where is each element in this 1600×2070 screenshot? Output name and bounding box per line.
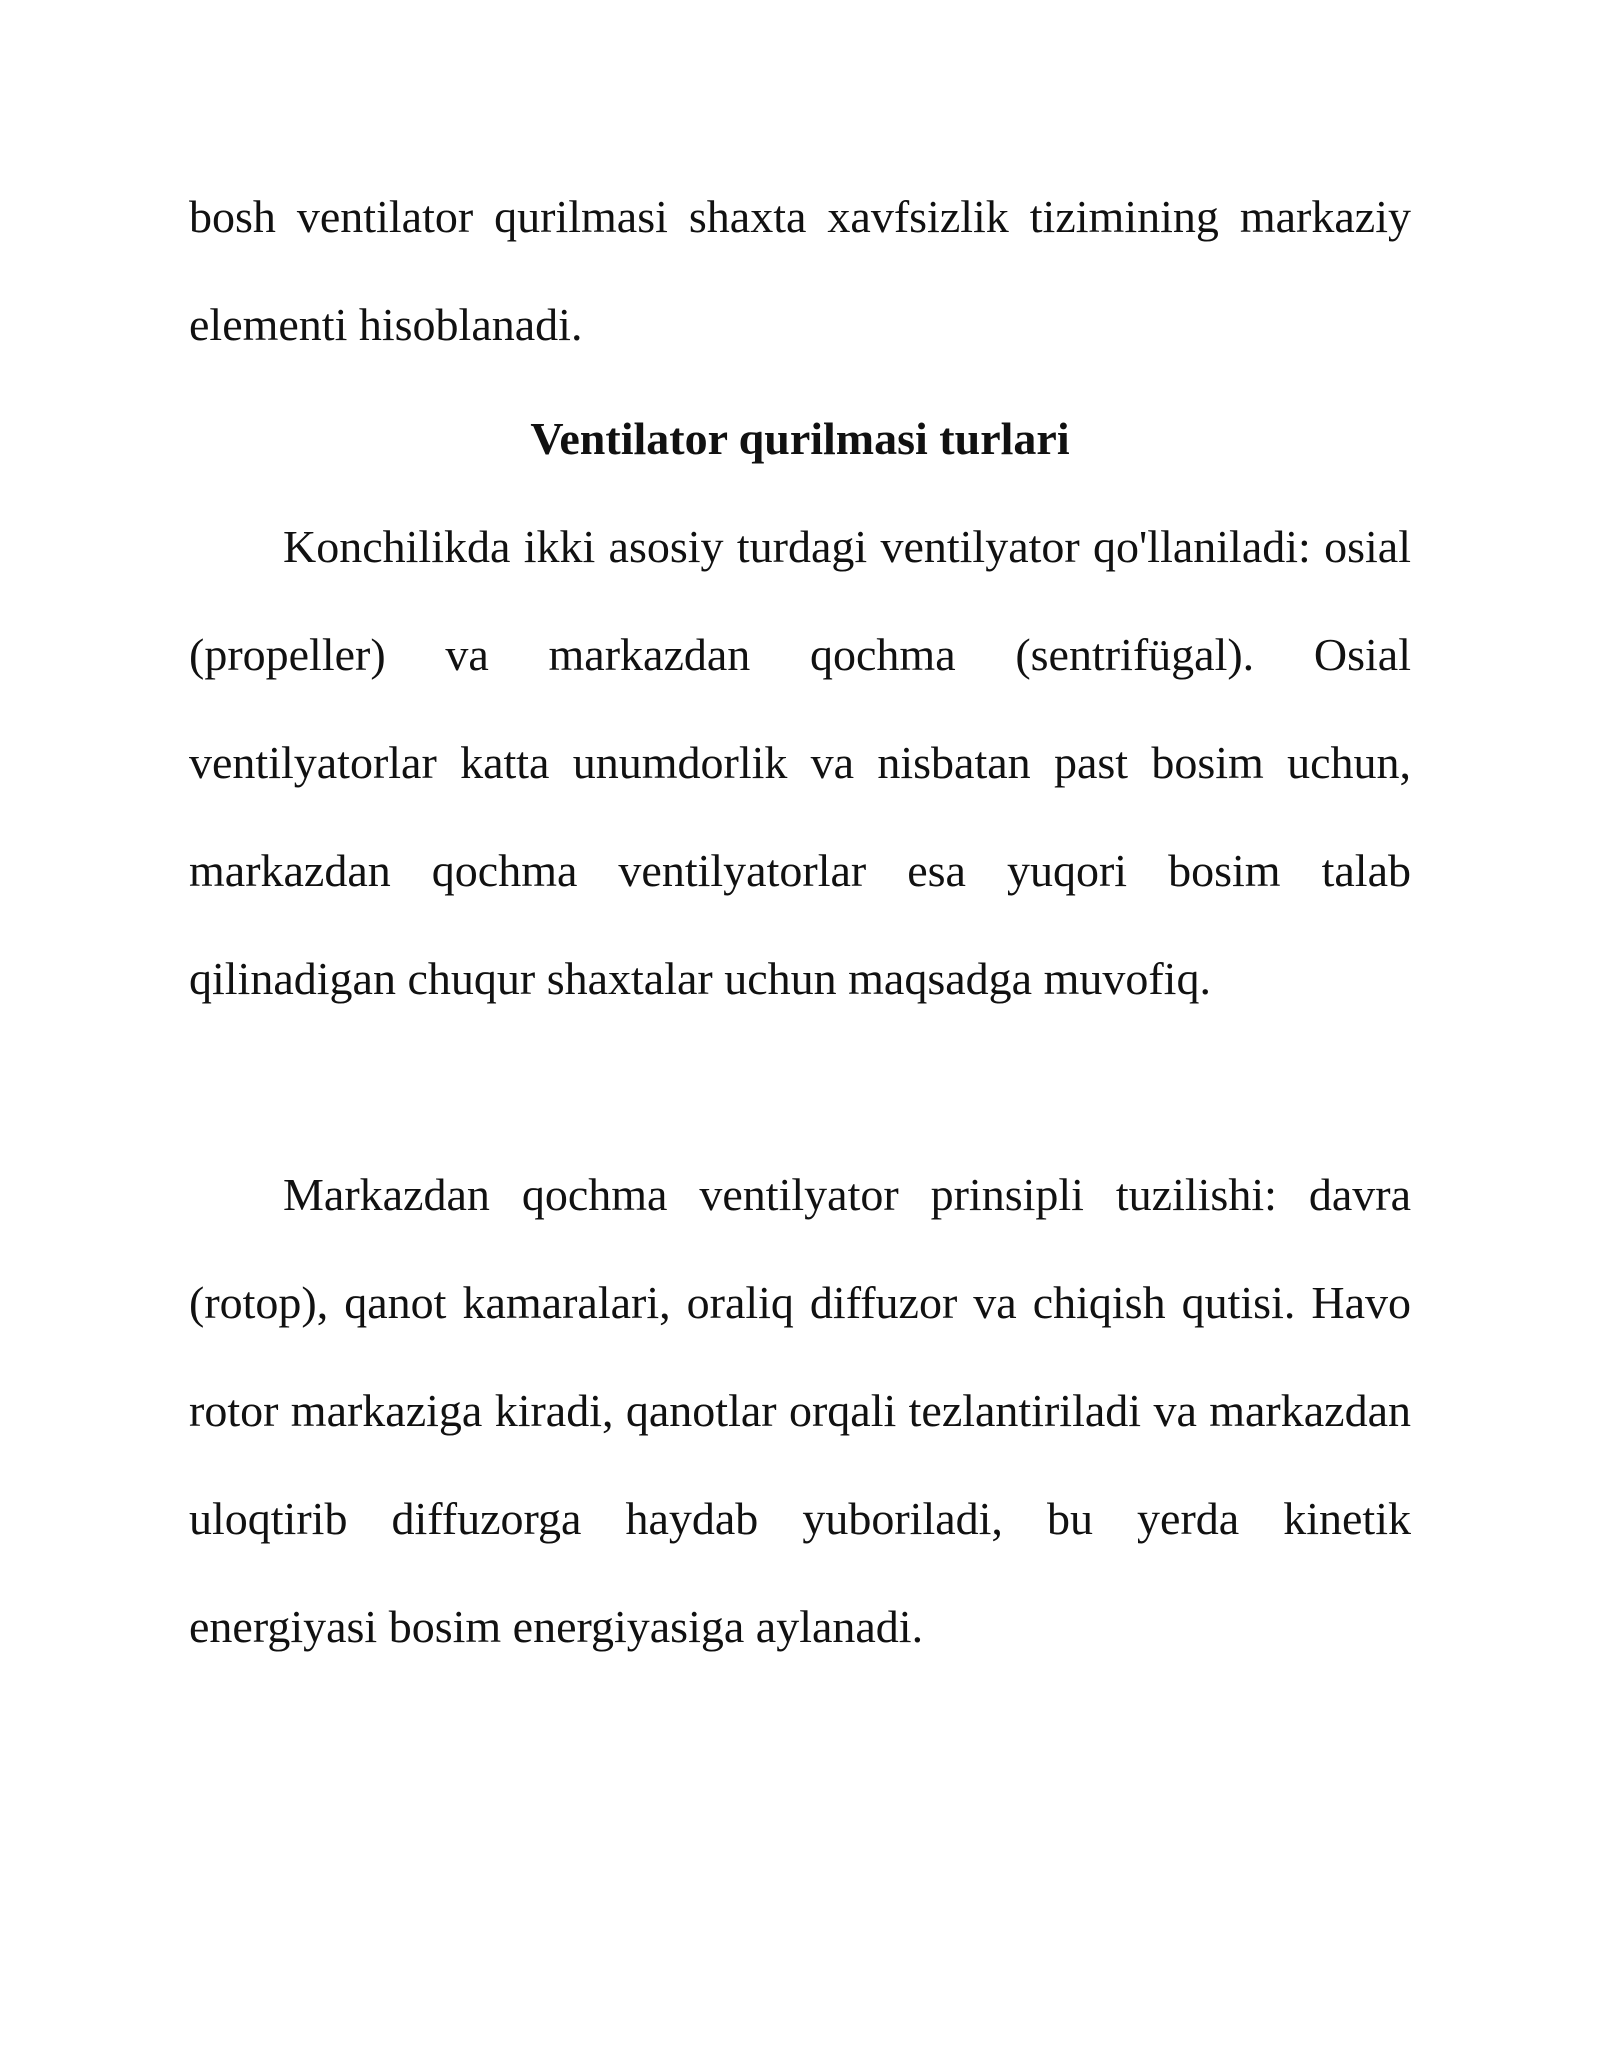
section-heading: Ventilator qurilmasi turlari: [530, 413, 1070, 464]
paragraph-continued: bosh ventilator qurilmasi shaxta xavfsizlik tizimining markaziy elementi hisoblanadi.: [189, 191, 1411, 350]
text-block-types: [189, 493, 1411, 1033]
text-block-intro: [189, 163, 1411, 379]
paragraph-centrifugal-structure: Markazdan qochma ventilyator prinsipli tuzilishi: davra (rotop), qanot kamaralari, oraliq diffuzor va chiqish qutisi. Havo rotor markaziga kiradi, qanotlar orqali tezlantiriladi va markazdan uloqtirib diffuzorga haydab yuboriladi, bu yerda kinetik energiyasi bosim energiyasiga aylanadi.: [189, 1169, 1411, 1652]
text-block-structure: [189, 1141, 1411, 1681]
paragraph-ventilator-types: Konchilikda ikki asosiy turdagi ventilyator qo'llaniladi: osial (propeller) va markazdan qochma (sentrifügal). Osial ventilyatorlar katta unumdorlik va nisbatan past bosim uchun, markazdan qochma ventilyatorlar esa yuqori bosim talab qilinadigan chuqur shaxtalar uchun maqsadga muvofiq.: [189, 521, 1411, 1004]
